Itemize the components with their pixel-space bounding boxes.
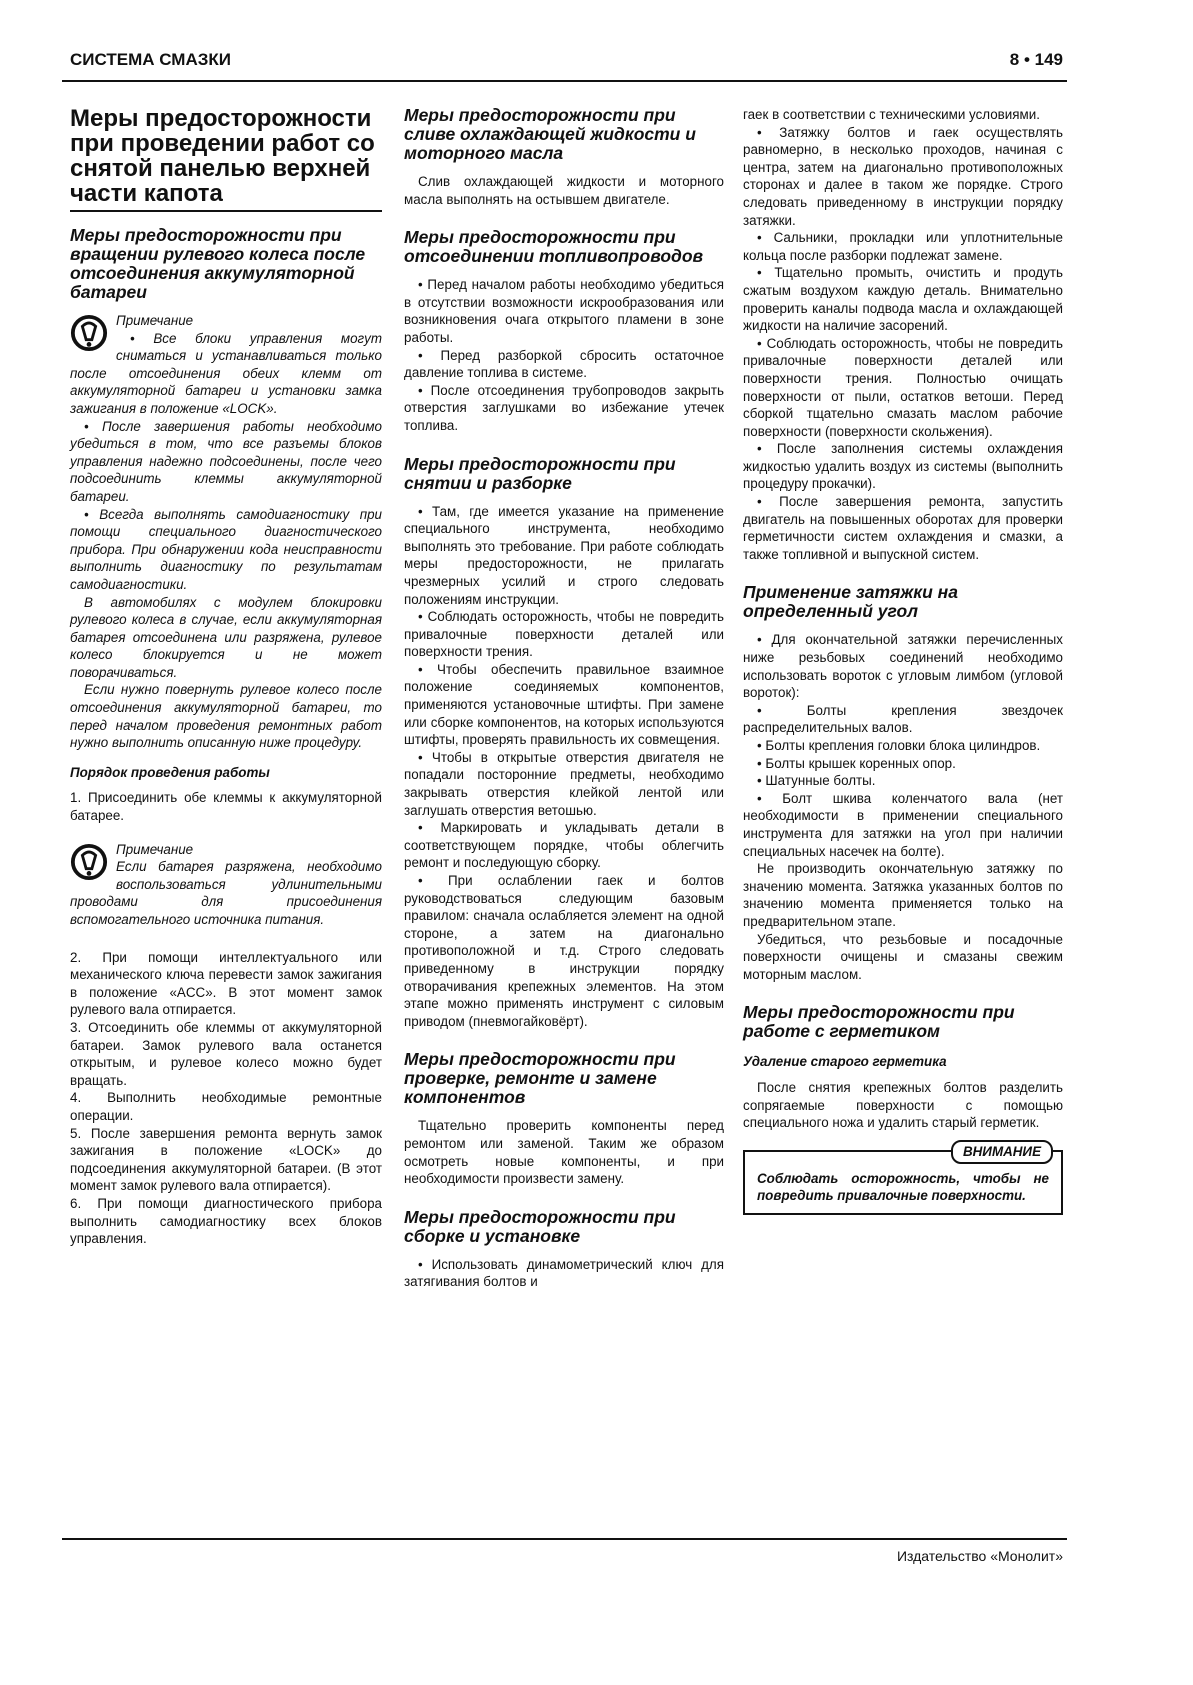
- heading-sealant: Меры предосторожности при работе с герметиком: [743, 1002, 1015, 1042]
- heading-assembly: Меры предосторожности при сборке и установке: [404, 1206, 676, 1246]
- bullet: • Шатунные болты.: [757, 773, 876, 789]
- bullet: • Болт шкива коленчатого вала (нет необходимости в применении специального инструмента для затяжки на угол при наличии специальных насечек на болте).: [743, 790, 1063, 859]
- paragraph: Тщательно проверить компоненты перед ремонтом или заменой. Таким же образом осмотреть новые компоненты, и при необходимости произвести замену.: [404, 1118, 724, 1187]
- bullet: • Чтобы обеспечить правильное взаимное положение соединяемых компонентов, применяются установочные штифты. При замене или сборке компонентов, на которых используются штифты, проверять правильность их совмещения.: [404, 661, 724, 748]
- heading-remove-old: Удаление старого герметика: [743, 1054, 947, 1070]
- bullet: • Соблюдать осторожность, чтобы не повредить привалочные поверхности деталей или поверхности трения.: [404, 609, 724, 660]
- bullet: • Перед началом работы необходимо убедиться в отсутствии возможности искрообразования или возникновения очага открытого пламени в зоне работы.: [404, 277, 724, 345]
- bullet: • Тщательно промыть, очистить и продуть сжатым воздухом каждую деталь. Внимательно проверить каналы подвода масла и охлаждающей жидкости на наличие засорений.: [743, 265, 1063, 334]
- column-1: [70, 106, 382, 1248]
- column-2: [404, 106, 724, 1291]
- bullet: • После заполнения системы охлаждения жидкостью удалить воздух из системы (выполнить процедуру прокачки).: [743, 441, 1063, 492]
- heading-angle: Применение затяжки на определенный угол: [743, 582, 958, 622]
- heading-fuel: Меры предосторожности при отсоединении топливопроводов: [404, 227, 704, 267]
- exclamation-icon: [70, 314, 108, 352]
- paragraph: После снятия крепежных болтов разделить сопрягаемые поверхности с помощью специального ножа и удалить старый герметик.: [743, 1079, 1063, 1131]
- publisher: Издательство «Монолит»: [896, 1548, 1063, 1564]
- note-title: Примечание: [116, 841, 194, 857]
- heading-steering: Меры предосторожности при вращении рулевого колеса после отсоединения аккумуляторной батареи: [70, 225, 366, 302]
- step-6: 6. При помощи диагностического прибора выполнить самодиагностику всех блоков управления.: [70, 1195, 382, 1247]
- header-rule: [62, 80, 1067, 82]
- bullet: • Болты крышек коренных опор.: [757, 755, 956, 771]
- exclamation-icon: [70, 843, 108, 881]
- section-title: Меры предосторожности при проведении работ со снятой панелью верхней части капота: [70, 106, 382, 212]
- attention-text: Соблюдать осторожность, чтобы не повредить привалочные поверхности.: [757, 1170, 1049, 1204]
- paragraph: Слив охлаждающей жидкости и моторного масла выполнять на остывшем двигателе.: [404, 174, 724, 207]
- note-paragraph: Если батарея разряжена, необходимо воспользоваться удлинительными проводами для присоединения вспомогательного источника питания.: [70, 859, 382, 927]
- footer-rule: [62, 1538, 1067, 1540]
- column-3: [743, 106, 1063, 1215]
- bullet: • Использовать динамометрический ключ для затягивания болтов и: [404, 1256, 724, 1290]
- bullet: • Для окончательной затяжки перечисленных ниже резьбовых соединений необходимо использовать вороток с угловым лимбом (угловой вороток):: [743, 632, 1063, 701]
- paragraph: Убедиться, что резьбовые и посадочные поверхности очищены и смазаны свежим моторным маслом.: [743, 931, 1063, 982]
- step-3: 3. Отсоединить обе клеммы от аккумуляторной батареи. Замок рулевого вала останется открытым, и рулевое колесо можно будет вращать.: [70, 1019, 382, 1088]
- step-4: 4. Выполнить необходимые ремонтные операции.: [70, 1090, 382, 1123]
- bullet: • После завершения ремонта, запустить двигатель на повышенных оборотах для проверки герметичности систем охлаждения и смазки, а также топливной и выпускной систем.: [743, 494, 1063, 562]
- paragraph-continued: гаек в соответствии с техническими условиями.: [743, 107, 1040, 122]
- paragraph: Не производить окончательную затяжку по значению момента. Затяжка указанных болтов по значению момента применяется только на предварительном этапе.: [743, 861, 1063, 929]
- heading-inspect: Меры предосторожности при проверке, ремонте и замене компонентов: [404, 1049, 676, 1108]
- heading-drain: Меры предосторожности при сливе охлаждающей жидкости и моторного масла: [404, 105, 696, 163]
- bullet: • Сальники, прокладки или уплотнительные кольца после разборки подлежат замене.: [743, 230, 1063, 263]
- running-head: СИСТЕМА СМАЗКИ: [70, 50, 231, 69]
- note-paragraph: В автомобилях с модулем блокировки рулевого колеса в случае, если аккумуляторная батарея отсоединена или разряжена, рулевое колесо блокируется и не может поворачиваться.: [70, 594, 382, 680]
- bullet: • Чтобы в открытые отверстия двигателя не попадали посторонние предметы, необходимо закрывать отверстия клейкой лентой или заглушать отверстия ветошью.: [404, 749, 724, 818]
- note-paragraph: • Все блоки управления могут сниматься и устанавливаться только после отсоединения обеих клемм от аккумуляторной батареи и установки замка зажигания в положение «LOCK».: [70, 330, 382, 416]
- note-paragraph: • После завершения работы необходимо убедиться в том, что все разъемы блоков управления надежно подсоединены, после чего подсоединить клеммы аккумуляторной батареи.: [70, 418, 382, 504]
- note-box-1: [70, 312, 382, 752]
- page-number: 8 • 149: [1009, 50, 1063, 69]
- bullet: • Там, где имеется указание на применение специального инструмента, необходимо выполнять это требование. При работе соблюдать меры предосторожности, не прилагать чрезмерных усилий и строго следовать положениям инструкции.: [404, 503, 724, 607]
- bullet: • Болты крепления звездочек распределительных валов.: [743, 702, 1063, 736]
- attention-box: [743, 1143, 1063, 1215]
- step-5: 5. После завершения ремонта вернуть замок зажигания в положение «LOCK» до подсоединения аккумуляторной батареи. (В этот момент замок рулевого вала отпирается).: [70, 1125, 382, 1194]
- step-1: 1. Присоединить обе клеммы к аккумуляторной батарее.: [70, 790, 382, 824]
- bullet: • После отсоединения трубопроводов закрыть отверстия заглушками во избежание утечек топлива.: [404, 382, 724, 433]
- note-box-2: [70, 841, 382, 929]
- note-paragraph: Если нужно повернуть рулевое колесо после отсоединения аккумуляторной батареи, то перед началом проведения ремонтных работ нужно выполнить описанную ниже процедуру.: [70, 682, 382, 751]
- heading-procedure: Порядок проведения работы: [70, 764, 270, 780]
- bullet: • Болты крепления головки блока цилиндров.: [757, 738, 1041, 753]
- note-title: Примечание: [116, 313, 194, 328]
- bullet: • Перед разборкой сбросить остаточное давление топлива в системе.: [404, 347, 724, 381]
- note-paragraph: • Всегда выполнять самодиагностику при помощи специального диагностического прибора. При обнаружении кода неисправности выполнить диагностику по результатам самодиагностики.: [70, 506, 382, 592]
- bullet: • При ослаблении гаек и болтов руководствоваться следующим базовым правилом: сначала ослабляется элемент на одной стороне, а затем на диагонально противоположной и т.д. Строго следовать приведенному в инструкции порядку отворачивания крепежных элементов. На этом этапе можно применять инструмент с силовым приводом (пневмогайковёрт).: [404, 873, 724, 1029]
- heading-removal: Меры предосторожности при снятии и разборке: [404, 453, 676, 493]
- step-2: 2. При помощи интеллектуального или механического ключа перевести замок зажигания в положение «ACC». В этот момент замок рулевого вала отпирается.: [70, 949, 382, 1018]
- bullet: • Соблюдать осторожность, чтобы не повредить привалочные поверхности деталей или поверхности трения. Полностью очищать поверхности от пыли, остатков ветоши. Перед сборкой тщательно смазать маслом рабочие поверхности (поверхности скольжения).: [743, 335, 1063, 439]
- bullet: • Маркировать и укладывать детали в соответствующем порядке, чтобы облегчить ремонт и последующую сборку.: [404, 820, 724, 871]
- attention-label: ВНИМАНИЕ: [951, 1140, 1053, 1164]
- bullet: • Затяжку болтов и гаек осуществлять равномерно, в несколько проходов, начиная с центра, затем на диагонально противоположных сторонах и далее в таком же порядке. Строго следовать приведенному в инструкции порядку затяжки.: [743, 124, 1063, 228]
